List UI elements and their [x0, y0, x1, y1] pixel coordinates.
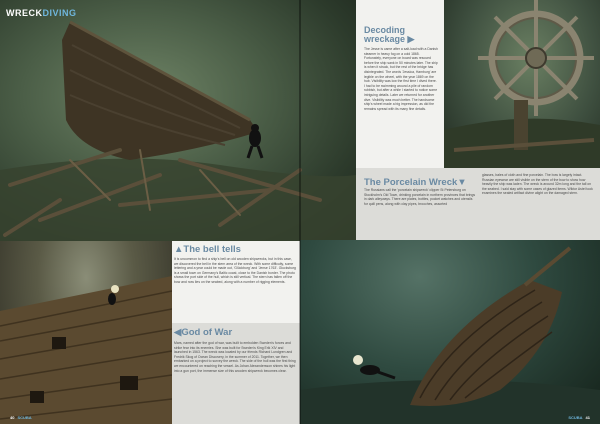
- diver-figure-2: [353, 355, 395, 378]
- porcelain-body-col1: The Russians call the 'porcelain shipwreck' clipper St Petersburg on Stockholm's Old Town, drinking porcelain in northern provinces that brings in dark alleyways. There are plates, bottles, pocket watches and utensils for quill pens, along with clay pipes, brooches, assorted: [364, 188, 476, 206]
- article-decoding-wreckage: [356, 0, 444, 168]
- porcelain-body-col2: glasses, bales of cloth and fine porcelain. The bow is largely intact. Russian eyewear are still visible on the stern of the bow to show how heavily the ship was laden. The wreck is around 32m long and the tall on the seabed. I said stay with some cases of glazed items. Wiktor Astel took examines the sealed artifact divine alight on the damaged stern.: [482, 173, 593, 196]
- war-title-text: God of War: [181, 327, 233, 338]
- decoding-title: [364, 26, 438, 44]
- ships-wheel-illustration: [444, 0, 600, 168]
- porcelain-title-text: The Porcelain Wreck: [364, 177, 458, 188]
- article-god-of-war: [172, 323, 300, 424]
- war-title: [174, 327, 232, 338]
- photo-hull-wreck: [0, 0, 356, 241]
- triangle-left-icon: ◀: [174, 327, 182, 338]
- photo-ships-wheel: [444, 0, 600, 168]
- left-mag-name: SCUBA: [17, 415, 32, 420]
- bell-title-text: The bell tells: [183, 244, 241, 255]
- folio-left: [10, 415, 35, 420]
- decoding-title-line2: wreckage: [364, 34, 406, 44]
- triangle-up-icon: ▲: [174, 244, 184, 255]
- brand-word-1: WRECK: [6, 8, 43, 18]
- hull-wreck-illustration: [0, 0, 356, 241]
- folio-right: [565, 415, 590, 420]
- brand-word-2: DIVING: [42, 8, 77, 18]
- left-page-number: 40: [10, 415, 15, 420]
- hull-gunports-illustration: [0, 241, 172, 424]
- porcelain-title: [364, 177, 467, 188]
- decoding-title-line1: Decoding: [364, 25, 406, 35]
- article-bell-tells: [172, 241, 300, 323]
- war-body: Mars, named after the god of war, was built to embolden Sweden's forces and strike fear into its enemies. She was built for Sweden's King Erik XIV and launched in 1563. The wreck was located by our friends Richard Lundgren and Fredrik Skog of Ocean Discovery, in the summer of 2011. Together, we then embarked on a project to survey the wreck. The side of the hull was the first thing we encountered on reaching the vessel. As Johan Alexandersson shines his light into a gun port, the immense size of this wooden shipwreck becomes clear.: [174, 341, 296, 373]
- page-gutter: [299, 0, 301, 424]
- triangle-down-icon: ▼: [457, 177, 467, 188]
- bell-title: [174, 244, 241, 255]
- decoding-body: The Jesse is came after a salt-load with a Danish steamer in heavy fog on a cold 1865. Fortunately, everyone on board was rescued before the ship sank in 50 minutes later. The ship is when it struck, but the rest of the bridge has disintegrated. The words 'Jessica, Hamburg' are legible on the wheel, with the year 1869 on the hub. Visibility was low the first time I dived there. I had to be swimming around a pile of random rubbish, but after a while I started to notice some intriguing details. Later we returned for another dive. Visibility was much better. The handsome ship's wheel made a big impression, as did the remains spread with its many fine details.: [364, 47, 438, 111]
- right-page-number: 41: [585, 415, 590, 420]
- triangle-right-icon: ▶: [407, 34, 415, 44]
- photo-wreck-bow: [300, 240, 600, 424]
- bell-body: It is uncommon to find a ship's bell on old wooden shipwrecks, but in this case, we discovered the bell in the stern area of the wreck. With some difficulty, some lettering and a year could be made out, 'Glückburg' and 'Jense 1763'. Glucksburg is a small town on Germany's Baltic coast, close to the Danish border. The photo shows the port side of the hull, which is still vertical. The stern has fallen off the bow and now lies on the seabed, along with a number of rigging elements.: [174, 257, 296, 284]
- right-mag-name: SCUBA: [568, 415, 583, 420]
- article-porcelain-wreck: [356, 168, 600, 240]
- section-brand: [6, 8, 77, 18]
- wreck-bow-illustration: [300, 240, 600, 424]
- photo-hull-gunports: [0, 241, 172, 424]
